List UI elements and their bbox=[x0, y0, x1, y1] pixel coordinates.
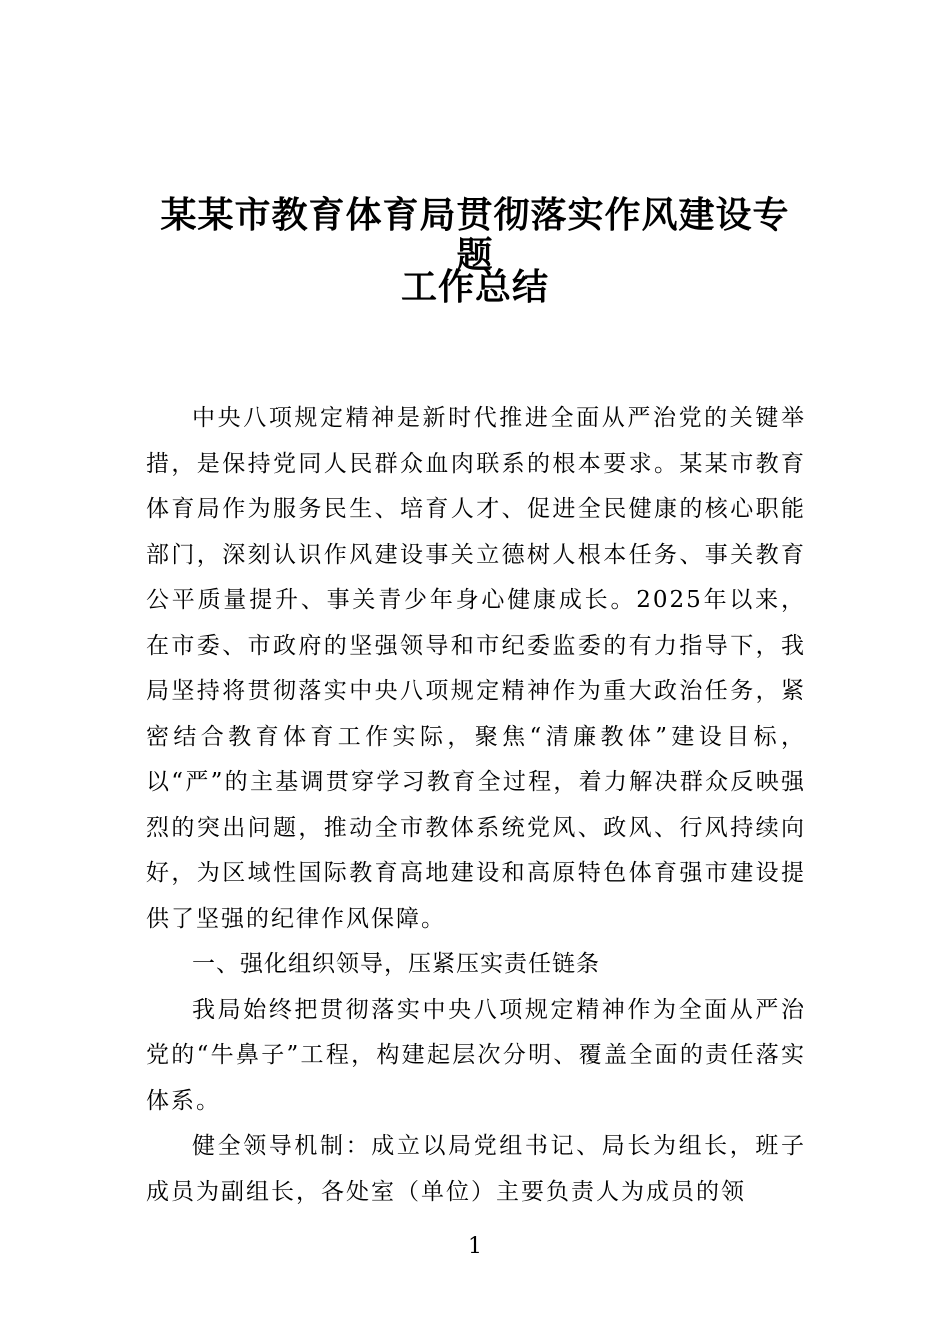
document-title-line-1: 某某市教育体育局贯彻落实作风建设专题 bbox=[160, 195, 790, 276]
section-1-paragraph-1: 我局始终把贯彻落实中央八项规定精神作为全面从严治党的“牛鼻子”工程，构建起层次分明、覆盖全面的责任落实体系。 bbox=[146, 996, 806, 1114]
document-body bbox=[146, 396, 806, 1215]
section-1-paragraph-2: 健全领导机制：成立以局党组书记、局长为组长，班子成员为副组长，各处室（单位）主要负责人为成员的领 bbox=[146, 1133, 806, 1205]
intro-paragraph: 中央八项规定精神是新时代推进全面从严治党的关键举措，是保持党同人民群众血肉联系的根本要求。某某市教育体育局作为服务民生、培育人才、促进全民健康的核心职能部门，深刻认识作风建设事关立德树人根本任务、事关教育公平质量提升、事关青少年身心健康成长。2025年以来，在市委、市政府的坚强领导和市纪委监委的有力指导下，我局坚持将贯彻落实中央八项规定精神作为重大政治任务，紧密结合教育体育工作实际，聚焦“清廉教体”建设目标，以“严”的主基调贯穿学习教育全过程，着力解决群众反映强烈的突出问题，推动全市教体系统党风、政风、行风持续向好，为区域性国际教育高地建设和高原特色体育强市建设提供了坚强的纪律作风保障。 bbox=[146, 405, 806, 932]
document-title-line-2: 工作总结 bbox=[400, 267, 549, 308]
section-1-heading: 一、强化组织领导，压紧压实责任链条 bbox=[192, 951, 600, 977]
page-number: 1 bbox=[468, 1234, 482, 1259]
